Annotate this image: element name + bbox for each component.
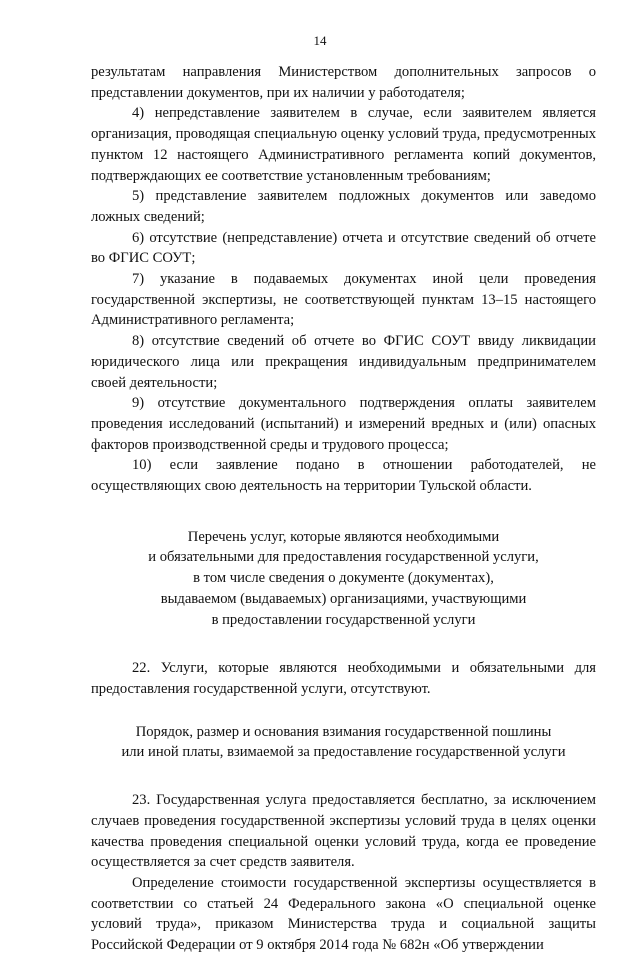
- document-body: [91, 62, 596, 956]
- list-item-4: 4) непредставление заявителем в случае, если заявителем является организация, проводящая специальную оценку условий труда, предусмотренных пунктом 12 настоящего Административного регламента копий документов, подтверждающих ее соответствие установленным требованиям;: [91, 105, 596, 184]
- list-item-5: 5) представление заявителем подложных документов или заведомо ложных сведений;: [91, 188, 596, 225]
- page-number: 14: [313, 33, 327, 48]
- paragraph-continuation: результатам направления Министерством дополнительных запросов о представлении документов, при их наличии у работодателя;: [91, 64, 596, 101]
- list-item-6: 6) отсутствие (непредставление) отчета и отсутствие сведений об отчете во ФГИС СОУТ;: [91, 229, 596, 267]
- heading-line: Перечень услуг, которые являются необходимыми: [187, 528, 500, 545]
- list-item-10: 10) если заявление подано в отношении работодателей, не осуществляющих свою деятельность на территории Тульской области.: [91, 457, 596, 495]
- list-item-8: 8) отсутствие сведений об отчете во ФГИС СОУТ ввиду ликвидации юридического лица или прекращения индивидуальным предпринимателем своей деятельности;: [91, 333, 596, 391]
- paragraph-22: 22. Услуги, которые являются необходимыми и обязательными для предоставления государственной услуги, отсутствуют.: [91, 660, 596, 697]
- paragraph-23: 23. Государственная услуга предоставляется бесплатно, за исключением случаев проведения государственной экспертизы условий труда в целях оценки качества проведения специальной оценки условий труда, когда ее проведение осуществляется за счет средств заявителя.: [91, 792, 596, 871]
- list-item-9: 9) отсутствие документального подтверждения оплаты заявителем проведения исследований (испытаний) и измерений вредных и (или) опасных факторов производственной среды и трудового процесса;: [91, 395, 596, 453]
- section-heading-fee: [91, 722, 596, 763]
- heading-line: в предоставлении государственной услуги: [211, 611, 476, 628]
- heading-line: в том числе сведения о документе (документах),: [193, 570, 494, 587]
- heading-line: и обязательными для предоставления государственной услуги,: [148, 549, 539, 566]
- section-heading-services: [91, 527, 596, 631]
- heading-line: Порядок, размер и основания взимания государственной пошлины: [135, 723, 552, 740]
- heading-line: или иной платы, взимаемой за предоставление государственной услуги: [121, 744, 566, 761]
- list-item-7: 7) указание в подаваемых документах иной цели проведения государственной экспертизы, не соответствующей пунктам 13–15 настоящего Административного регламента;: [91, 271, 596, 329]
- heading-line: выдаваемом (выдаваемых) организациями, участвующими: [160, 590, 527, 607]
- paragraph-cost: Определение стоимости государственной экспертизы осуществляется в соответствии со статьей 24 Федерального закона «О специальной оценке условий труда», приказом Министерства труда и социальной защиты Российской Федерации от 9 октября 2014 года № 682н «Об утверждении: [91, 874, 596, 954]
